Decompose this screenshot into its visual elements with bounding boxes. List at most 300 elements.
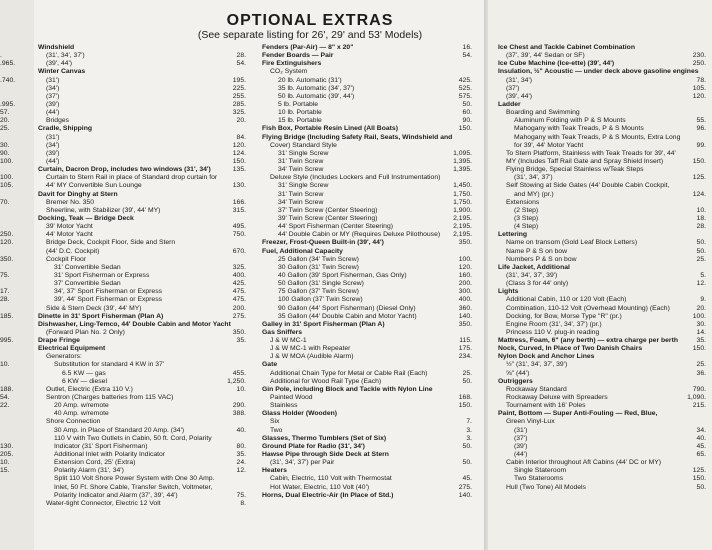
option-price: 50. — [462, 442, 472, 450]
option-label: (37') — [46, 92, 60, 100]
option-label: Inlet, 50 Ft. Shore Cable, Transfer Switch, Voltmeter, — [54, 483, 213, 491]
option-price: 140. — [458, 491, 472, 499]
page-title: OPTIONAL EXTRAS — [226, 12, 394, 29]
left-page-price: 70. — [0, 198, 10, 206]
option-price: 315. — [232, 206, 246, 214]
option-price: 285. — [232, 100, 246, 108]
option-price: 1,750. — [453, 198, 472, 206]
option-price: 34. — [696, 426, 706, 434]
left-page-price: 205. — [0, 451, 14, 459]
option-row — [38, 386, 246, 394]
option-price: 750. — [232, 231, 246, 239]
option-label: (39') — [46, 100, 60, 108]
option-price: 50. — [462, 377, 472, 385]
option-label: 100 Gallon (37' Twin Screw) — [278, 296, 363, 304]
left-page-price — [0, 191, 30, 199]
option-label: 31' Convertible Sedan — [54, 263, 121, 271]
option-row — [38, 109, 246, 117]
option-label: Engine Room (31', 34', 37') (pr.) — [506, 320, 602, 328]
option-label: 31' Single Screw — [278, 149, 329, 157]
option-label: 30 Amp. in Place of Standard 20 Amp. (34') — [54, 426, 185, 434]
option-label: 6.5 KW — gas — [62, 369, 106, 377]
option-row — [262, 492, 472, 500]
option-price: 1,250. — [227, 377, 246, 385]
option-row — [262, 77, 472, 85]
option-row — [498, 182, 706, 190]
left-page-price: 10. — [0, 361, 10, 369]
option-row — [498, 484, 706, 492]
option-price: 475. — [232, 288, 246, 296]
option-price: 25. — [696, 361, 706, 369]
option-row — [38, 288, 246, 296]
option-price: 45. — [696, 442, 706, 450]
option-price: 14. — [696, 328, 706, 336]
option-row — [498, 459, 706, 467]
option-price: 325. — [232, 263, 246, 271]
option-row — [262, 418, 472, 426]
option-row — [498, 467, 706, 475]
option-label: 20 lb. Automatic (31') — [278, 76, 342, 84]
option-row — [498, 329, 706, 337]
option-label: (2 Step) — [514, 206, 539, 214]
option-price: 78. — [696, 76, 706, 84]
option-label: Fender Boards — Pair — [262, 52, 334, 60]
option-price: 54. — [236, 60, 246, 68]
option-label: Tournament with 16' Poles — [506, 402, 586, 410]
left-page-price: 105. — [0, 182, 14, 190]
option-row — [38, 215, 246, 223]
option-label: Curtain, Dacron Drop, includes two windows (31', 34') — [38, 166, 211, 174]
option-label: ½" (31', 34', 37', 39') — [506, 361, 568, 369]
option-label: (44') — [514, 451, 528, 459]
option-row — [498, 410, 706, 418]
option-price: 275. — [232, 312, 246, 320]
option-label: Fuel, Additional Capacity — [262, 247, 343, 255]
left-page-price: 25. — [0, 125, 10, 133]
column-2 — [262, 44, 472, 500]
option-row — [262, 174, 472, 182]
option-row — [262, 402, 472, 410]
option-row — [498, 231, 706, 239]
option-price: 475. — [232, 296, 246, 304]
option-label: Mahogany with Teak Treads, P & S Mounts, Extra Long — [514, 133, 681, 141]
option-price: 45. — [462, 475, 472, 483]
option-label: (Class 3 for 44' only) — [506, 280, 569, 288]
option-label: Additional Cabin, 110 or 120 Volt (Each) — [506, 296, 627, 304]
option-label: 50 lb. Automatic (39', 44') — [278, 92, 355, 100]
option-row — [262, 296, 472, 304]
option-row — [498, 305, 706, 313]
option-row — [498, 158, 706, 166]
option-row — [498, 321, 706, 329]
left-page-price — [0, 321, 30, 329]
option-label: Flying Bridge (Including Safety Rail, Seats, Windshield and — [262, 133, 453, 141]
option-row — [262, 484, 472, 492]
option-label: 10 lb. Portable — [278, 109, 322, 117]
option-label: 25 Gallon (34' Twin Screw) — [278, 255, 359, 263]
option-price: 130. — [232, 182, 246, 190]
option-row — [38, 191, 246, 199]
option-label: 31' Sport Fisherman or Express — [54, 271, 150, 279]
option-price: 25. — [462, 369, 472, 377]
option-label: Additional Inlet with Polarity Indicator — [54, 451, 166, 459]
option-label: Green Vinyl-Lux — [506, 418, 555, 426]
option-label: (34') — [46, 141, 60, 149]
column-1 — [38, 44, 246, 508]
option-label: (31', 34') — [506, 76, 533, 84]
option-price: 225. — [232, 84, 246, 92]
option-label: ⅝" (44') — [506, 369, 530, 377]
option-row — [262, 125, 472, 133]
left-page-price — [0, 223, 30, 231]
option-label: (39') — [46, 149, 60, 157]
option-price: 425. — [458, 76, 472, 84]
option-price: 150. — [458, 125, 472, 133]
option-row — [262, 207, 472, 215]
option-price: 250. — [692, 60, 706, 68]
option-label: Bremer No. 350 — [46, 198, 94, 206]
option-price: 100. — [692, 312, 706, 320]
option-price: 3. — [466, 434, 472, 442]
option-label: Name P & S on bow — [506, 247, 568, 255]
option-row — [262, 158, 472, 166]
left-page-price — [0, 418, 30, 426]
option-row — [262, 321, 472, 329]
option-row — [262, 475, 472, 483]
option-label: Additional Chain Type for Metal or Cable Rail (Each) — [270, 369, 428, 377]
option-label: Fire Extinguishers — [262, 60, 322, 68]
option-row — [38, 101, 246, 109]
option-price: 215. — [692, 402, 706, 410]
option-price: 90. — [462, 117, 472, 125]
option-row — [262, 93, 472, 101]
option-row — [38, 418, 246, 426]
option-row — [262, 109, 472, 117]
option-price: 300. — [458, 288, 472, 296]
option-price: 388. — [232, 410, 246, 418]
left-page-price — [0, 166, 30, 174]
option-price: 1,395. — [453, 157, 472, 165]
option-price: 1,900. — [453, 206, 472, 214]
option-price: 234. — [458, 353, 472, 361]
option-row — [38, 378, 246, 386]
option-label: Extensions — [506, 198, 540, 206]
option-price: 400. — [458, 296, 472, 304]
option-price: 50. — [696, 483, 706, 491]
option-price: 495. — [232, 223, 246, 231]
option-row — [262, 134, 472, 142]
option-row — [38, 484, 246, 492]
option-price: 2,195. — [453, 223, 472, 231]
option-price: 96. — [696, 125, 706, 133]
option-label: 44' Double Cabin or MY (Requires Deluxe Pilothouse) — [278, 231, 441, 239]
left-page-price — [0, 248, 30, 256]
option-price: 255. — [232, 92, 246, 100]
option-label: 90 Gallon (44' Sport Fisherman) (Diesel Only) — [278, 304, 416, 312]
option-row — [38, 239, 246, 247]
option-price: 9. — [700, 296, 706, 304]
option-row — [498, 52, 706, 60]
option-row — [38, 207, 246, 215]
left-page-price — [0, 134, 30, 142]
option-price: 28. — [696, 223, 706, 231]
option-row — [38, 492, 246, 500]
option-label: Sheerline, with Stabilizer (39', 44' MY) — [46, 206, 161, 214]
option-row — [498, 418, 706, 426]
option-label: Cabin Interior throughout Aft Cabins (44' DC or MY) — [506, 459, 662, 467]
option-price: 7. — [466, 418, 472, 426]
option-row — [38, 337, 246, 345]
option-label: Cabin, Electric, 110 Volt with Thermostat — [270, 475, 392, 483]
option-row — [38, 231, 246, 239]
option-row — [498, 68, 706, 76]
option-label: (31', 34', 37') — [46, 52, 85, 60]
option-label: (37') — [514, 434, 528, 442]
option-row — [498, 427, 706, 435]
option-row — [498, 248, 706, 256]
option-label: Outriggers — [498, 377, 533, 385]
left-page-price — [0, 85, 30, 93]
left-page-price — [0, 353, 30, 361]
option-row — [262, 410, 472, 418]
option-label: (37') — [506, 84, 520, 92]
option-row — [262, 191, 472, 199]
option-row — [38, 134, 246, 142]
option-label: Bridge Deck, Cockpit Floor, Side and Stern — [46, 239, 176, 247]
option-row — [38, 248, 246, 256]
option-row — [498, 150, 706, 158]
option-price: 325. — [232, 109, 246, 117]
option-price: 35. — [236, 337, 246, 345]
option-label: Docking, Teak — Bridge Deck — [38, 214, 134, 222]
option-label: Lights — [498, 288, 519, 296]
option-row — [262, 44, 472, 52]
option-row — [38, 329, 246, 337]
option-row — [262, 231, 472, 239]
option-label: 50 Gallon (31' Single Screw) — [278, 280, 364, 288]
option-price: 168. — [458, 394, 472, 402]
left-page-price — [0, 435, 30, 443]
option-label: (31', 34', 37') per Pair — [270, 459, 335, 467]
option-label: 31' Twin Screw — [278, 157, 324, 165]
option-row — [262, 305, 472, 313]
option-row — [498, 451, 706, 459]
option-price: 40. — [236, 426, 246, 434]
option-price: 1,090. — [687, 394, 706, 402]
option-row — [262, 248, 472, 256]
option-label: Generators: — [46, 353, 82, 361]
option-price: 790. — [692, 385, 706, 393]
left-page-price — [0, 207, 30, 215]
option-price: 150. — [692, 345, 706, 353]
option-price: 3. — [466, 426, 472, 434]
option-label: Split 110 Volt Shore Power System with One 30 Amp. — [54, 475, 215, 483]
left-page-price: 75. — [0, 271, 10, 279]
option-row — [262, 427, 472, 435]
option-price: 350. — [458, 239, 472, 247]
option-row — [262, 361, 472, 369]
option-label: and MY) (pr.) — [514, 190, 554, 198]
option-row — [498, 353, 706, 361]
left-page-price: 120. — [0, 239, 14, 247]
option-row — [262, 280, 472, 288]
left-page-price — [0, 215, 30, 223]
option-row — [38, 313, 246, 321]
option-row — [38, 77, 246, 85]
option-label: Two — [270, 426, 283, 434]
option-price: 125. — [692, 174, 706, 182]
option-price: 80. — [236, 442, 246, 450]
option-label: (31') — [46, 133, 60, 141]
option-label: Name on transom (Gold Leaf Block Letters) — [506, 239, 638, 247]
option-row — [498, 402, 706, 410]
option-row — [38, 443, 246, 451]
option-label: Ladder — [498, 100, 521, 108]
option-label: Six — [270, 418, 280, 426]
option-price: 1,750. — [453, 190, 472, 198]
option-label: Winter Canvas — [38, 68, 86, 76]
option-label: Ice Cube Machine (Ice-ette) (39', 44') — [498, 60, 615, 68]
option-row — [38, 370, 246, 378]
option-label: Single Stateroom — [514, 467, 567, 475]
option-label: 34' Twin Screw — [278, 166, 324, 174]
option-price: 35. — [696, 337, 706, 345]
option-label: Fenders (Par-Air) — 8" x 20" — [262, 44, 354, 51]
option-price: 400. — [232, 271, 246, 279]
option-price: 20. — [236, 117, 246, 125]
option-label: for 39', 44' Motor Yacht — [514, 141, 584, 149]
left-page-price — [0, 93, 30, 101]
option-price: 55. — [696, 117, 706, 125]
option-price: 2,195. — [453, 214, 472, 222]
option-price: 1,450. — [453, 182, 472, 190]
option-label: (31') — [46, 76, 60, 84]
option-price: 36. — [696, 369, 706, 377]
option-row — [38, 158, 246, 166]
option-label: J & W MC-1 — [270, 337, 307, 345]
option-price: 40. — [696, 434, 706, 442]
option-label: Flying Bridge, Special Stainless w/Teak Steps — [506, 166, 644, 174]
option-row — [262, 239, 472, 247]
option-row — [38, 321, 246, 329]
left-page-price — [0, 329, 30, 337]
option-label: Nock, Curved, In Place of Two Danish Chairs — [498, 345, 643, 353]
option-label: (31', 34', 37') — [514, 174, 553, 182]
option-label: 75 Gallon (37' Twin Screw) — [278, 288, 359, 296]
option-price: 150. — [232, 157, 246, 165]
option-price: 670. — [232, 247, 246, 255]
option-label: Dishwasher, Ling-Temco, 44' Double Cabin and Motor Yacht — [38, 320, 231, 328]
option-price: 60. — [462, 109, 472, 117]
option-price: 100. — [458, 255, 472, 263]
option-label: Indicator (31' Sport Fisherman) — [54, 442, 148, 450]
option-row — [498, 85, 706, 93]
option-label: Ground Plate for Radio (31', 34') — [262, 442, 365, 450]
option-row — [498, 475, 706, 483]
option-row — [498, 44, 706, 52]
left-page-price: 250. — [0, 231, 14, 239]
option-row — [498, 264, 706, 272]
option-row — [38, 93, 246, 101]
option-price: 120. — [232, 141, 246, 149]
left-page-price: . — [0, 52, 2, 60]
option-price: 166. — [232, 198, 246, 206]
option-label: (31', 34', 37', 39') — [506, 271, 558, 279]
option-row — [262, 60, 472, 68]
left-page-price: .995. — [0, 100, 16, 108]
option-price: 12. — [236, 467, 246, 475]
option-row — [262, 199, 472, 207]
left-page-price — [0, 68, 30, 76]
option-row — [38, 166, 246, 174]
option-row — [498, 313, 706, 321]
option-price: 105. — [692, 84, 706, 92]
option-label: Drape Fringe — [38, 337, 80, 345]
option-row — [38, 182, 246, 190]
option-label: Sentron (Charges batteries from 115 VAC) — [46, 394, 174, 402]
option-label: 39' Twin Screw (Center Steering) — [278, 214, 378, 222]
option-price: 350. — [458, 320, 472, 328]
option-row — [262, 117, 472, 125]
option-row — [262, 68, 472, 76]
option-label: 44' MY Convertible Sun Lounge — [46, 182, 142, 190]
option-label: 44' Motor Yacht — [46, 231, 93, 239]
option-row — [498, 174, 706, 182]
option-label: Boarding and Swimming — [506, 109, 580, 117]
option-row — [262, 264, 472, 272]
option-row — [498, 272, 706, 280]
option-row — [38, 272, 246, 280]
option-label: 110 V with Two Outlets in Cabin, 50 ft. Cord, Polarity — [54, 434, 212, 442]
option-price: 35. — [236, 451, 246, 459]
option-label: Heaters — [262, 467, 287, 475]
left-page-price: 350. — [0, 255, 14, 263]
option-price: 1,395. — [453, 166, 472, 174]
option-price: 150. — [692, 475, 706, 483]
option-row — [38, 361, 246, 369]
option-label: Docking, for Bow, Morse Type "R" (pr.) — [506, 312, 622, 320]
option-row — [498, 125, 706, 133]
left-page-price: 54. — [0, 394, 10, 402]
option-label: Lettering — [498, 231, 528, 239]
option-label: Hull (Two Tone) All Models — [506, 483, 586, 491]
option-row — [38, 85, 246, 93]
option-row — [38, 60, 246, 68]
option-label: Ice Chest and Tackle Cabinet Combination — [498, 44, 635, 51]
option-price: 10. — [696, 206, 706, 214]
option-price: 525. — [458, 84, 472, 92]
option-row — [262, 345, 472, 353]
left-page-price: 30. — [0, 141, 10, 149]
option-row — [262, 256, 472, 264]
option-price: 18. — [696, 214, 706, 222]
left-page-price: 130. — [0, 442, 14, 450]
left-page-price: 15. — [0, 467, 10, 475]
option-price: 2,195. — [453, 231, 472, 239]
option-label: 37' Convertible Sedan — [54, 280, 121, 288]
option-label: Gin Pole, including Block and Tackle with Nylon Line — [262, 385, 433, 393]
left-page-price — [0, 410, 30, 418]
option-label: Paint, Bottom — Super Anti-Fouling — Red, Blue, — [498, 410, 658, 418]
option-label: Extension Cord, 25' (Extra) — [54, 459, 136, 467]
option-price: 24. — [236, 459, 246, 467]
option-label: Dinette in 31' Sport Fisherman (Plan A) — [38, 312, 164, 320]
option-label: Substitution for standard 4 KW in 37' — [54, 361, 165, 369]
option-row — [262, 337, 472, 345]
left-page-price: 10. — [0, 459, 10, 467]
option-label: Rockaway Standard — [506, 385, 567, 393]
option-row — [262, 378, 472, 386]
